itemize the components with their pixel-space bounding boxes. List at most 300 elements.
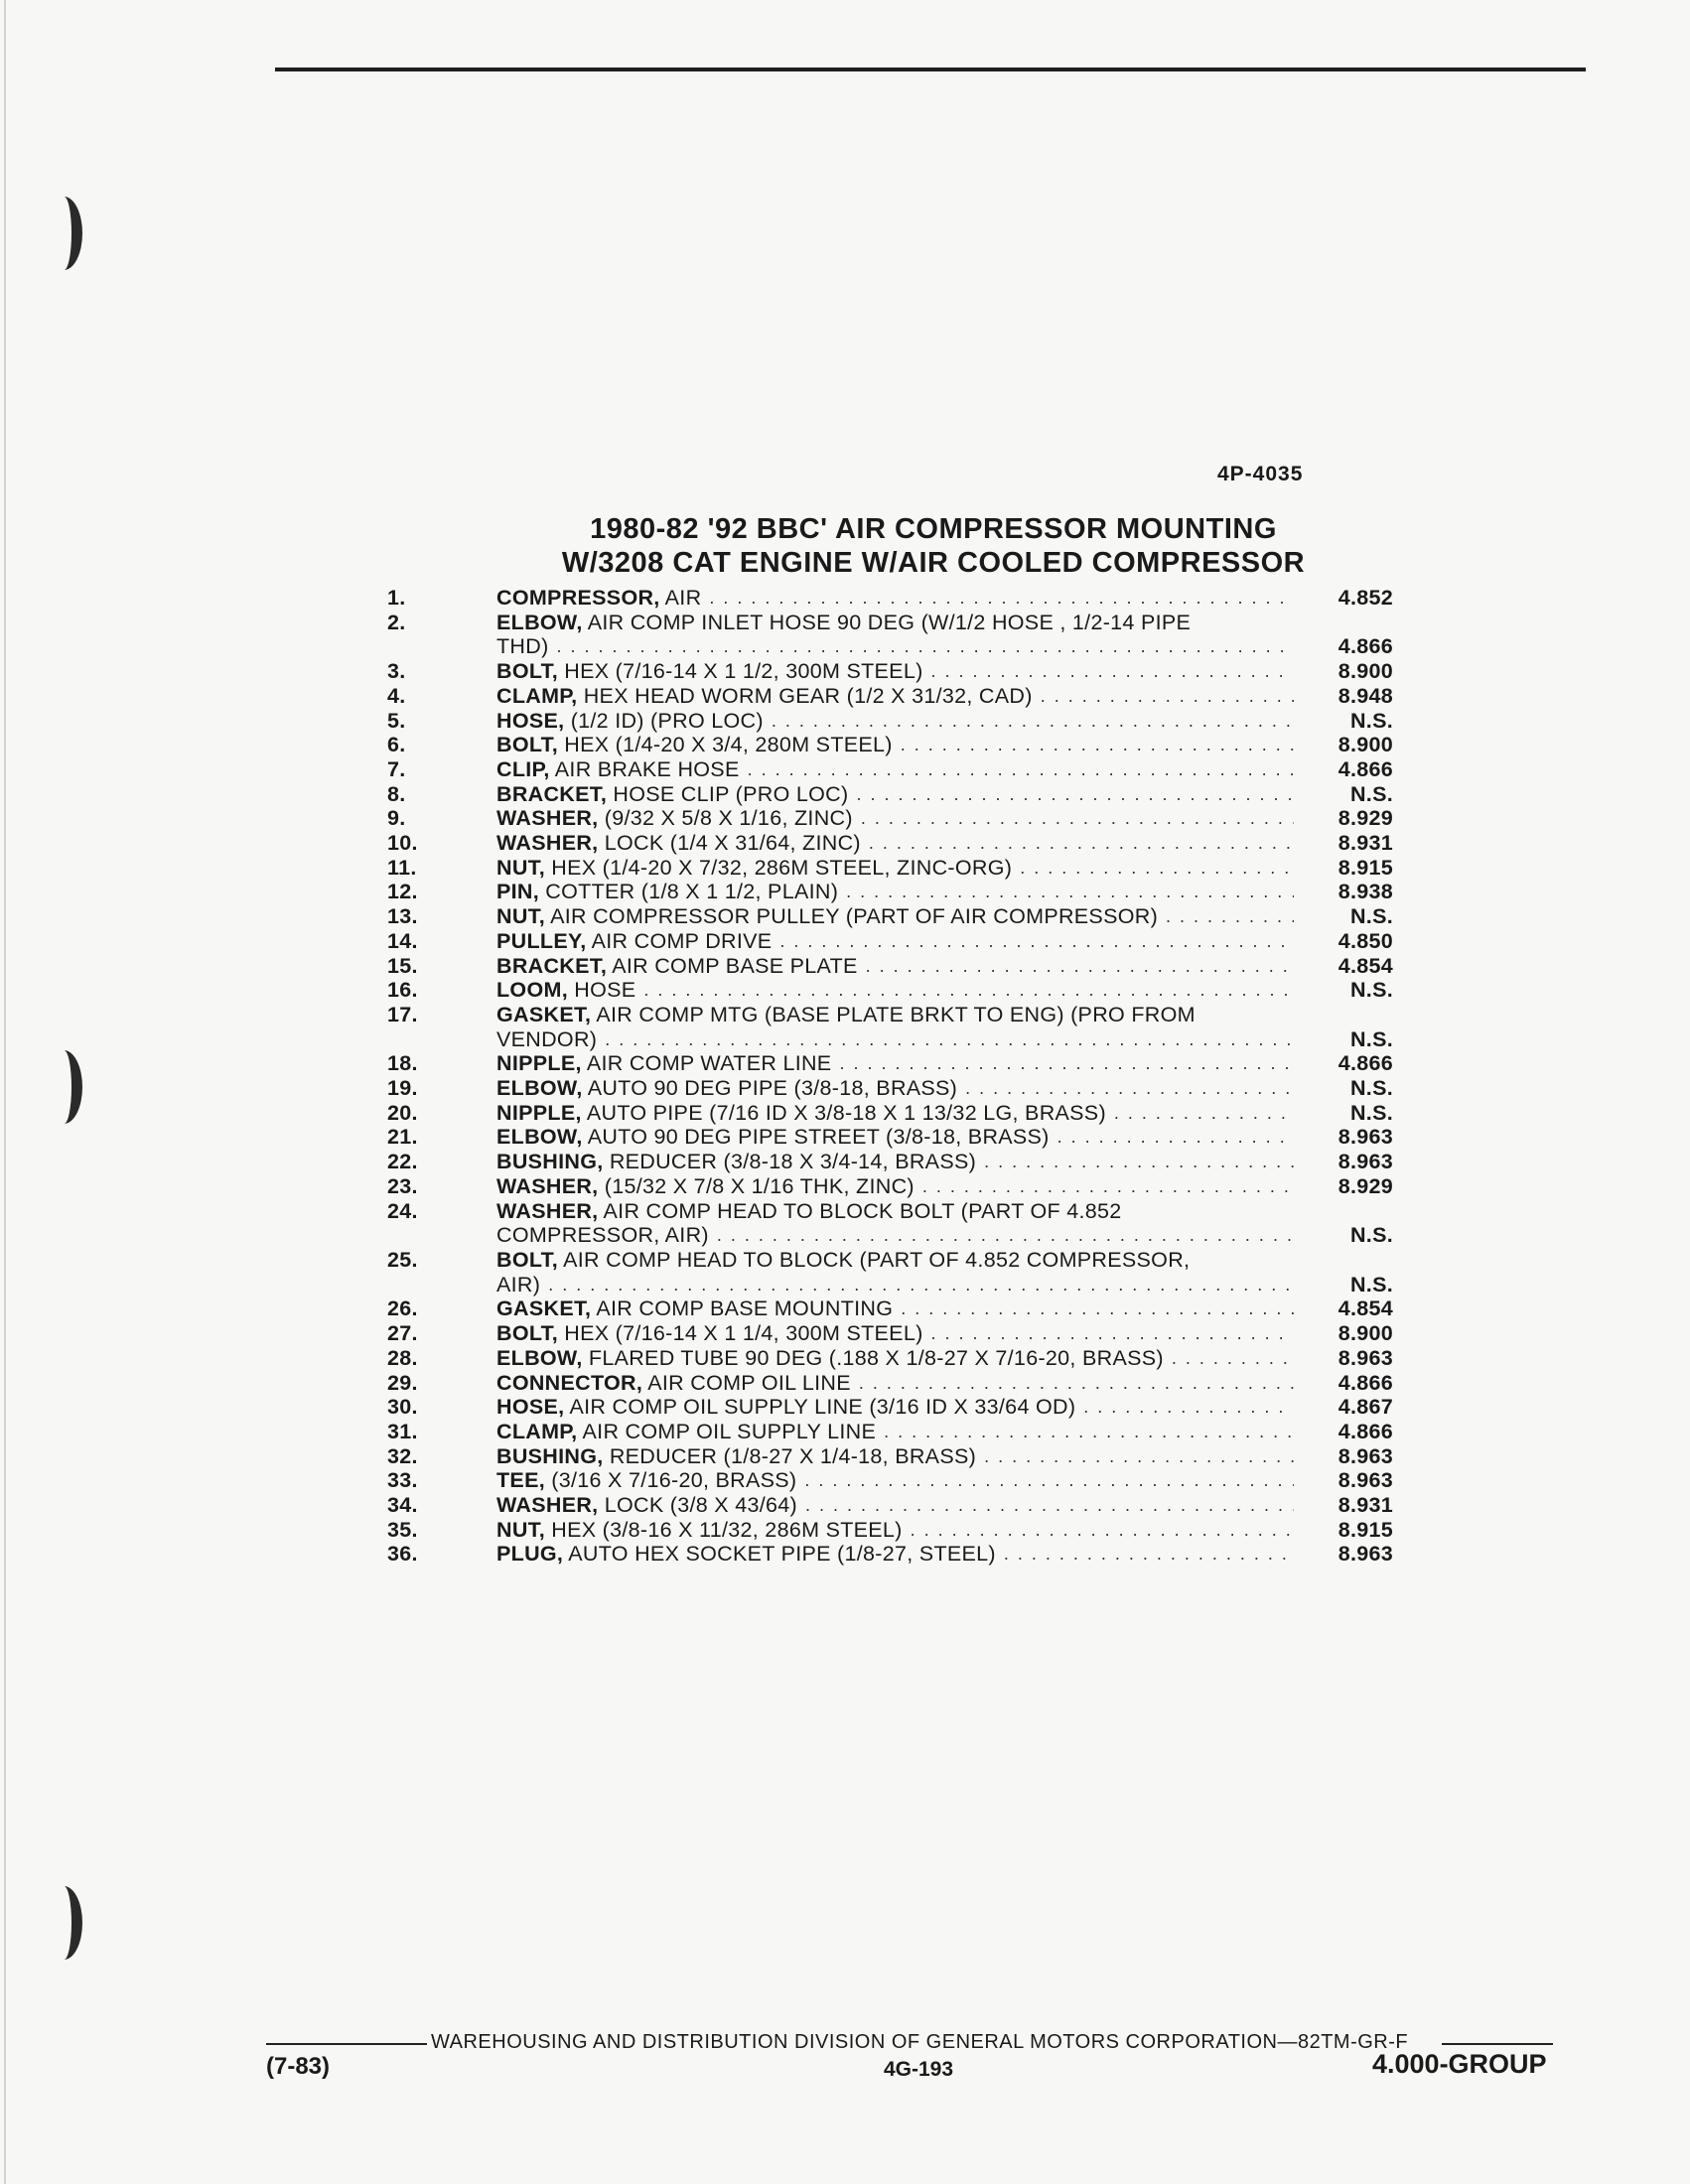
part-row [387,586,1440,611]
group-reference: 4.850 [1338,928,1393,953]
part-row [387,904,1440,929]
part-name: CLAMP, [496,1419,578,1443]
dot-leader [901,1297,1294,1321]
part-number: 1. [387,586,406,610]
part-description [496,1518,1294,1543]
part-description-last-line [496,1395,1294,1420]
part-row [387,733,1440,757]
part-row [387,684,1440,709]
part-description-line1 [496,611,1294,635]
dot-leader [805,1493,1294,1518]
group-reference: 8.900 [1338,1321,1393,1346]
part-description-line1 [496,1199,1294,1224]
part-number: 16. [387,978,418,1003]
group-number: 4.000-GROUP [1372,2049,1547,2079]
part-description [496,1101,1294,1126]
part-name: CLIP, [496,756,550,781]
part-description [496,1468,1294,1493]
part-number: 10. [387,831,418,856]
part-description-last-line [496,1346,1294,1371]
part-description-last-line [496,904,1294,929]
part-description-last-line [496,1468,1294,1493]
part-description-last-line [496,733,1294,757]
dot-leader [779,929,1294,954]
part-row [387,1420,1440,1444]
group-reference: 8.929 [1338,806,1393,831]
part-name: NUT, [496,855,545,880]
part-description [496,1371,1294,1396]
part-name: GASKET, [496,1297,592,1321]
part-description-last-line [496,659,1294,684]
part-description-text: AIR COMP MTG (BASE PLATE BRKT TO ENG) (PRO FROM [596,1002,1196,1026]
part-description [496,659,1294,684]
part-number: 20. [387,1100,418,1125]
group-reference: 4.866 [1338,756,1393,781]
dot-leader [709,586,1294,611]
part-description [496,611,1294,659]
group-reference: 8.938 [1338,880,1393,904]
part-row [387,757,1440,782]
part-row [387,1199,1440,1248]
part-description-text: AIR COMP OIL LINE [647,1370,851,1395]
part-row [387,611,1440,659]
part-row [387,978,1440,1003]
part-description-text: AIR COMP OIL SUPPLY LINE [582,1419,877,1443]
dot-leader [846,880,1294,904]
part-name: BOLT, [496,733,559,757]
part-description-last-line [496,1150,1294,1174]
dot-leader [1114,1101,1294,1126]
dot-leader [748,757,1294,782]
group-reference: 4.866 [1338,634,1393,659]
part-description-last-line [496,1371,1294,1396]
part-description [496,733,1294,757]
part-number: 18. [387,1051,418,1076]
part-number: 5. [387,708,406,733]
part-description-line1 [496,1003,1294,1027]
part-description-last-line [496,1297,1294,1321]
part-name: BOLT, [496,659,559,684]
group-reference: N.S. [1349,978,1393,1003]
group-reference: 8.931 [1338,831,1393,856]
part-description-last-line [496,586,1294,611]
part-number: 27. [387,1321,418,1346]
part-description-text: AIR) [496,1272,541,1297]
part-description-last-line [496,1420,1294,1444]
part-description-text: REDUCER (3/8-18 X 3/4-14, BRASS) [609,1150,977,1174]
part-description [496,586,1294,611]
part-row [387,1371,1440,1396]
group-reference: 8.963 [1338,1443,1393,1468]
group-reference: 4.852 [1338,586,1393,610]
page-title: 1980-82 '92 BBC' AIR COMPRESSOR MOUNTING [590,513,1277,545]
part-name: ELBOW, [496,1125,583,1150]
part-description [496,929,1294,954]
dot-leader [839,1051,1294,1076]
part-description-text: AIR COMPRESSOR PULLEY (PART OF AIR COMPRESSOR) [550,904,1159,929]
dot-leader [804,1468,1294,1493]
part-description-last-line [496,1051,1294,1076]
part-description [496,1493,1294,1518]
dot-leader [931,1321,1294,1346]
part-description-text: HOSE CLIP (PRO LOC) [613,781,849,806]
part-description-text: AUTO HEX SOCKET PIPE (1/8-27, STEEL) [568,1542,996,1567]
part-name: PLUG, [496,1542,564,1567]
part-description [496,1051,1294,1076]
part-description [496,1395,1294,1420]
part-name: BOLT, [496,1247,559,1272]
part-number: 6. [387,733,406,757]
part-row [387,1321,1440,1346]
part-description-text: COMPRESSOR, AIR) [496,1223,709,1248]
part-description-last-line [496,806,1294,831]
part-number: 15. [387,953,418,978]
doc-code: 4P-4035 [1217,463,1304,485]
part-description-last-line [496,1101,1294,1126]
part-description-text: AIR COMP BASE PLATE [612,953,858,978]
part-name: TEE, [496,1468,545,1493]
part-description [496,1542,1294,1567]
part-description [496,856,1294,881]
group-reference: N.S. [1349,781,1393,806]
part-row [387,659,1440,684]
part-description-last-line [496,757,1294,782]
part-description-last-line [496,634,1294,659]
part-description [496,806,1294,831]
part-number: 22. [387,1150,418,1174]
part-description [496,1444,1294,1469]
group-reference: N.S. [1349,1223,1393,1248]
part-description [496,978,1294,1003]
dot-leader [884,1420,1294,1444]
part-row [387,806,1440,831]
part-description [496,904,1294,929]
group-reference: 4.866 [1338,1370,1393,1395]
group-reference: 4.854 [1338,953,1393,978]
dot-leader [931,659,1294,684]
part-description-text: AIR COMP DRIVE [591,928,773,953]
group-reference: 8.929 [1338,1173,1393,1198]
part-number: 32. [387,1443,418,1468]
part-row [387,929,1440,954]
part-name: BOLT, [496,1321,559,1346]
part-description-last-line [496,1125,1294,1150]
part-description-last-line [496,1223,1294,1248]
part-name: WASHER, [496,1173,599,1198]
part-row [387,880,1440,904]
part-row [387,1125,1440,1150]
part-description-text: AIR COMP HEAD TO BLOCK (PART OF 4.852 COMPRESSOR, [563,1247,1191,1272]
dot-leader [1172,1346,1294,1371]
group-reference: 8.931 [1338,1493,1393,1518]
dot-leader [605,1027,1294,1052]
part-description-text: AUTO PIPE (7/16 ID X 3/8-18 X 1 13/32 LG, BRASS) [586,1100,1106,1125]
dot-leader [557,634,1294,659]
group-reference: 8.948 [1338,683,1393,708]
part-name: NIPPLE, [496,1100,582,1125]
part-description-last-line [496,929,1294,954]
dot-leader [911,1518,1294,1543]
part-row [387,1076,1440,1101]
part-row [387,1346,1440,1371]
group-reference: N.S. [1349,1026,1393,1051]
part-description-text: AUTO 90 DEG PIPE (3/8-18, BRASS) [587,1076,958,1101]
part-description-text: HEX (7/16-14 X 1 1/2, 300M STEEL) [564,659,923,684]
part-row [387,856,1440,881]
part-description [496,1076,1294,1101]
part-description-last-line [496,1542,1294,1567]
part-description [496,1248,1294,1297]
part-description-last-line [496,1076,1294,1101]
part-description-text: COTTER (1/8 X 1 1/2, PLAIN) [545,880,839,904]
page-left-edge [4,0,6,2184]
part-number: 14. [387,928,418,953]
part-description [496,1420,1294,1444]
part-description-text: HEX (3/8-16 X 11/32, 286M STEEL) [551,1517,903,1542]
part-description-last-line [496,1174,1294,1199]
part-number: 19. [387,1076,418,1101]
dot-leader [1020,856,1294,881]
part-description-text: HEX (1/4-20 X 7/32, 286M STEEL, ZINC-ORG) [551,855,1013,880]
part-description-text: HEX (1/4-20 X 3/4, 280M STEEL) [564,733,893,757]
part-number: 9. [387,806,406,831]
part-description-last-line [496,1273,1294,1297]
part-name: ELBOW, [496,1345,583,1370]
part-number: 4. [387,683,406,708]
part-description-text: AIR COMP WATER LINE [586,1051,832,1076]
part-description-last-line [496,1518,1294,1543]
dot-leader [859,1371,1294,1396]
group-reference: 8.963 [1338,1150,1393,1174]
group-reference: N.S. [1349,1272,1393,1297]
part-description-last-line [496,831,1294,856]
part-row [387,1101,1440,1126]
dot-leader [861,806,1294,831]
part-description-last-line [496,978,1294,1003]
part-description-text: (15/32 X 7/8 X 1/16 THK, ZINC) [604,1173,915,1198]
part-name: PIN, [496,880,540,904]
part-description-last-line [496,954,1294,979]
part-description-text: AUTO 90 DEG PIPE STREET (3/8-18, BRASS) [587,1125,1050,1150]
part-description-text: HOSE [574,978,636,1003]
part-description [496,1150,1294,1174]
part-number: 35. [387,1517,418,1542]
dot-leader [643,978,1294,1003]
part-description-last-line [496,684,1294,709]
part-row [387,782,1440,807]
dot-leader [1004,1542,1294,1567]
part-description-last-line [496,709,1294,734]
part-number: 31. [387,1419,418,1443]
dot-leader [1041,684,1294,709]
part-name: BUSHING, [496,1443,604,1468]
binder-hole-mark [46,1886,82,1960]
part-row [387,1468,1440,1493]
footer-text: WAREHOUSING AND DISTRIBUTION DIVISION OF GENERAL MOTORS CORPORATION—82TM-GR-F [431,2031,1409,2053]
part-number: 36. [387,1542,418,1567]
part-number: 33. [387,1468,418,1493]
part-description-last-line [496,1444,1294,1469]
part-row [387,1542,1440,1567]
dot-leader [866,954,1294,979]
part-number: 13. [387,904,418,929]
group-reference: N.S. [1349,708,1393,733]
part-description-text: (3/16 X 7/16-20, BRASS) [551,1468,797,1493]
dot-leader [901,733,1294,757]
page-subtitle: W/3208 CAT ENGINE W/AIR COOLED COMPRESSOR [561,547,1306,579]
group-reference: N.S. [1349,904,1393,929]
dot-leader [984,1444,1294,1469]
part-number: 26. [387,1297,418,1321]
group-reference: 8.900 [1338,733,1393,757]
dot-leader [717,1223,1294,1248]
part-description-last-line [496,1027,1294,1052]
binder-hole-mark [46,197,82,270]
part-description [496,1346,1294,1371]
part-name: BRACKET, [496,781,608,806]
binder-hole-mark [46,1050,82,1124]
part-description-text: HEX (7/16-14 X 1 1/4, 300M STEEL) [564,1321,923,1346]
group-reference: 4.854 [1338,1297,1393,1321]
part-name: NIPPLE, [496,1051,582,1076]
part-name: LOOM, [496,978,568,1003]
part-number: 30. [387,1395,418,1420]
part-description [496,831,1294,856]
part-name: CONNECTOR, [496,1370,643,1395]
part-number: 2. [387,610,406,634]
group-reference: 4.866 [1338,1419,1393,1443]
part-description-last-line [496,1493,1294,1518]
part-name: HOSE, [496,708,565,733]
part-name: WASHER, [496,1198,599,1223]
footer-rule-right [1442,2043,1553,2045]
top-rule [275,68,1586,71]
part-name: WASHER, [496,1493,599,1518]
part-number: 25. [387,1247,418,1272]
part-number: 24. [387,1198,418,1223]
group-reference: 8.900 [1338,659,1393,684]
dot-leader [869,831,1294,856]
part-name: CLAMP, [496,683,578,708]
part-description [496,782,1294,807]
part-name: WASHER, [496,806,599,831]
part-description-text: AIR COMP INLET HOSE 90 DEG (W/1/2 HOSE , 1/2-14 PIPE [587,610,1192,634]
part-description-text: REDUCER (1/8-27 X 1/4-18, BRASS) [609,1443,977,1468]
part-description-last-line [496,782,1294,807]
part-row [387,1518,1440,1543]
group-reference: 4.866 [1338,1051,1393,1076]
part-description-text: AIR [664,586,702,610]
part-name: NUT, [496,904,545,929]
dot-leader [922,1174,1294,1199]
part-description-text: (9/32 X 5/8 X 1/16, ZINC) [604,806,853,831]
part-description-text: AIR BRAKE HOSE [554,756,740,781]
part-row [387,1297,1440,1321]
part-number: 7. [387,756,406,781]
part-number: 21. [387,1125,418,1150]
group-reference: 8.915 [1338,1517,1393,1542]
part-description-text: (1/2 ID) (PRO LOC) [570,708,764,733]
part-description-text: AIR COMP HEAD TO BLOCK BOLT (PART OF 4.852 [603,1198,1122,1223]
part-row [387,1493,1440,1518]
part-description-text: AIR COMP BASE MOUNTING [596,1297,894,1321]
footer-rule-left [266,2043,427,2045]
part-number: 3. [387,659,406,684]
part-description-text: HEX HEAD WORM GEAR (1/2 X 31/32, CAD) [583,683,1033,708]
part-name: BUSHING, [496,1150,604,1174]
part-description [496,1125,1294,1150]
part-description-text: LOCK (1/4 X 31/64, ZINC) [604,831,861,856]
group-reference: 8.915 [1338,855,1393,880]
part-number: 12. [387,880,418,904]
part-row [387,1395,1440,1420]
part-description [496,954,1294,979]
part-description [496,684,1294,709]
revision-date: (7-83) [266,2053,331,2080]
parts-list [387,586,1440,1567]
part-description-text: AIR COMP OIL SUPPLY LINE (3/16 ID X 33/64 OD) [569,1395,1076,1420]
part-name: BRACKET, [496,953,608,978]
part-description-text: FLARED TUBE 90 DEG (.188 X 1/8-27 X 7/16-20, BRASS) [588,1345,1164,1370]
part-number: 34. [387,1493,418,1518]
part-row [387,1051,1440,1076]
part-description-text: THD) [496,634,549,659]
dot-leader [1083,1395,1294,1420]
part-name: ELBOW, [496,610,583,634]
part-row [387,1150,1440,1174]
part-row [387,954,1440,979]
group-reference: 8.963 [1338,1345,1393,1370]
part-description-text: LOCK (3/8 X 43/64) [604,1493,797,1518]
part-number: 11. [387,855,417,880]
part-description [496,1297,1294,1321]
part-description-line1 [496,1248,1294,1273]
part-description [496,709,1294,734]
part-name: ELBOW, [496,1076,583,1101]
part-description [496,1003,1294,1051]
part-description-text: VENDOR) [496,1026,598,1051]
part-description [496,1174,1294,1199]
part-number: 17. [387,1002,418,1026]
dot-leader [548,1273,1294,1297]
group-reference: N.S. [1349,1076,1393,1101]
group-reference: 8.963 [1338,1468,1393,1493]
part-name: HOSE, [496,1395,565,1420]
dot-leader [856,782,1294,807]
group-reference: 4.867 [1338,1395,1393,1420]
part-row [387,831,1440,856]
part-name: NUT, [496,1517,545,1542]
part-description-last-line [496,1321,1294,1346]
part-description-last-line [496,856,1294,881]
part-description [496,1199,1294,1248]
part-name: COMPRESSOR, [496,586,660,610]
part-description-last-line [496,880,1294,904]
part-description [496,1321,1294,1346]
dot-leader [1057,1125,1294,1150]
part-description [496,757,1294,782]
part-row [387,1444,1440,1469]
part-row [387,709,1440,734]
part-number: 29. [387,1370,418,1395]
part-row [387,1174,1440,1199]
part-number: 23. [387,1173,418,1198]
part-description [496,880,1294,904]
part-name: WASHER, [496,831,599,856]
dot-leader [984,1150,1294,1174]
dot-leader [965,1076,1294,1101]
part-number: 8. [387,781,406,806]
